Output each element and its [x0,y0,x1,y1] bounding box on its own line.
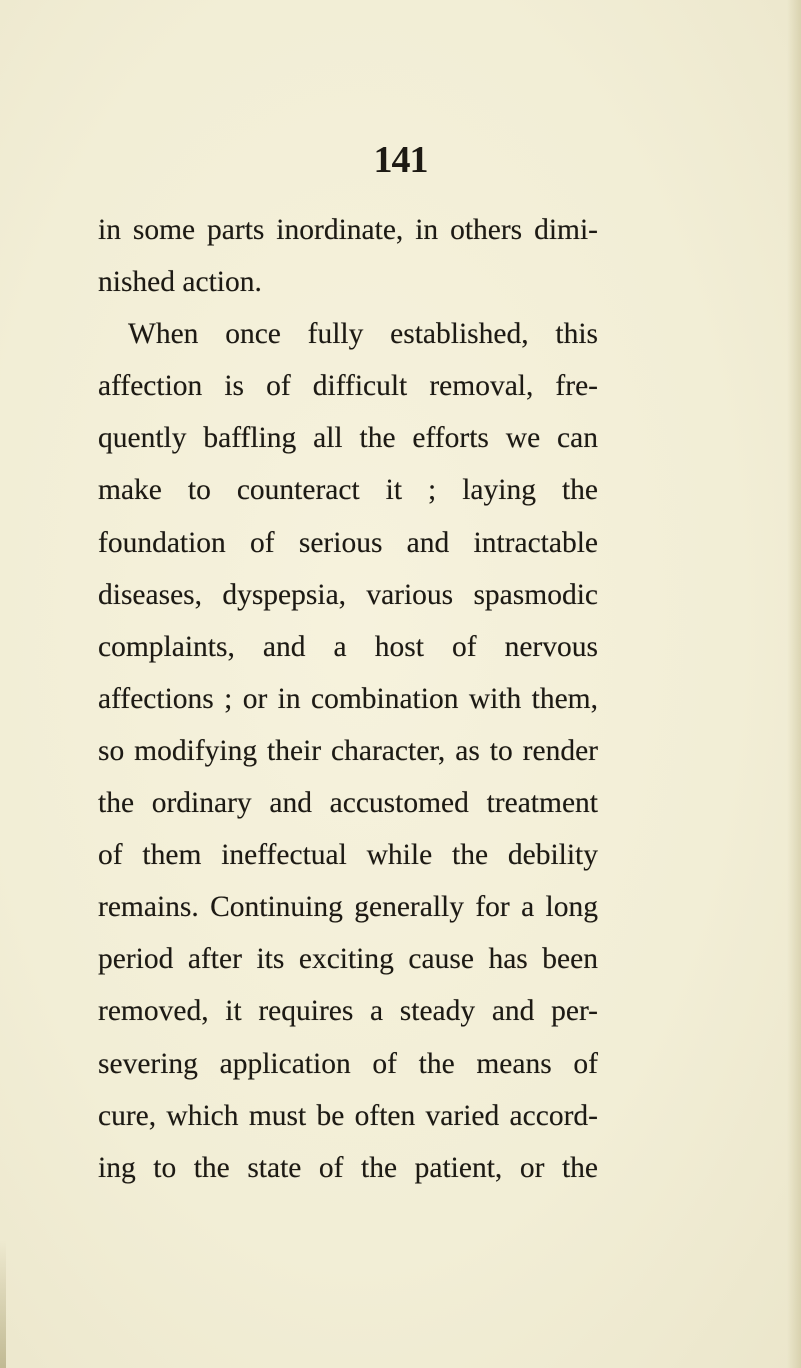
text-line: When once fully established, this [128,318,598,351]
text-line: ing to the state of the patient, or the [98,1151,598,1184]
text-line: affections ; or in combination with them, [98,682,598,715]
text-line: foundation of serious and intractable [98,526,598,559]
text-line: of them ineffectual while the debility [98,839,598,872]
body-text [98,204,598,1194]
text-line: diseases, dyspepsia, various spasmodic [98,578,598,611]
text-line: so modifying their character, as to render [98,734,598,767]
page-edge-shadow-left [0,1240,6,1368]
text-line: severing application of the means of [98,1047,598,1080]
page-number: 141 [373,139,428,181]
text-line: make to counteract it ; laying the [98,474,598,507]
text-line: complaints, and a host of nervous [98,630,598,663]
text-line: nished action. [98,266,262,299]
text-line: quently baffling all the efforts we can [98,422,598,455]
text-line: the ordinary and accustomed treatment [98,787,598,820]
text-line: period after its exciting cause has been [98,943,598,976]
text-line: cure, which must be often varied accord- [98,1099,598,1132]
text-line: in some parts inordinate, in others dimi- [98,214,598,246]
text-line: remains. Continuing generally for a long [98,891,598,924]
text-line: removed, it requires a steady and per- [98,995,598,1028]
page-edge-shadow [787,0,801,1368]
text-line: affection is of difficult removal, fre- [98,370,598,403]
